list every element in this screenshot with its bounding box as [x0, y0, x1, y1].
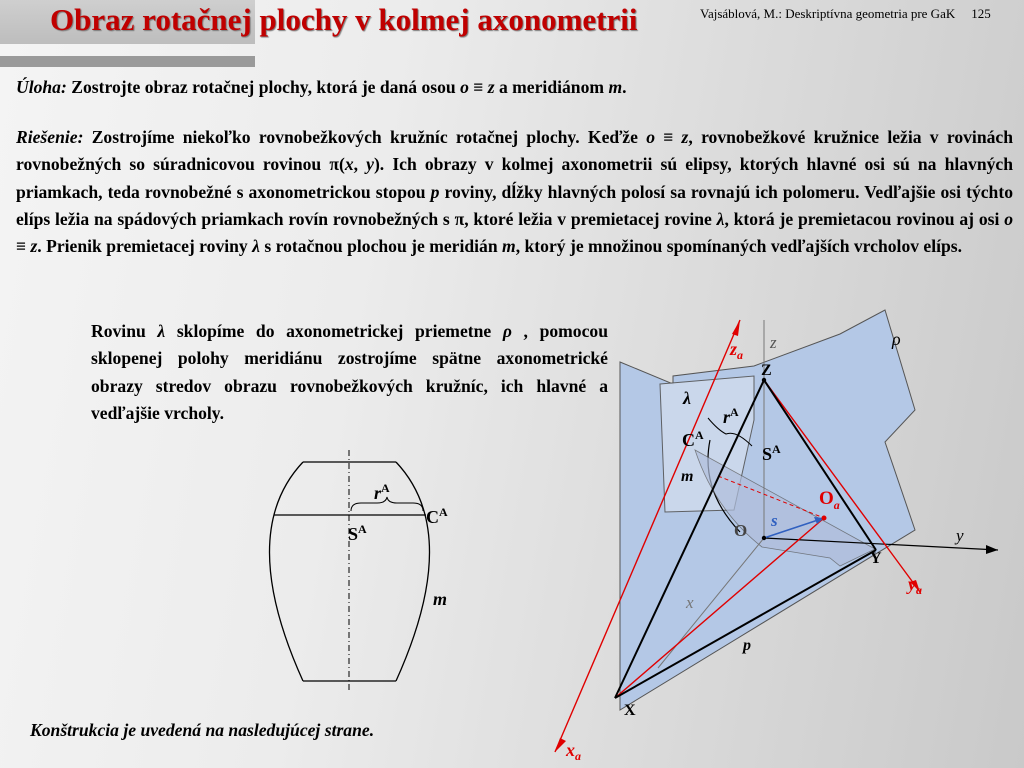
label-x: x: [686, 593, 694, 612]
meridian-figure: [250, 445, 450, 700]
solution-text: ). Ich obrazy v kolmej axonometrii sú elipsy, ktorých hlavné osi sú na hlavných priamkach, teda rovnobežné s axonometrickou stopou: [16, 154, 1014, 202]
label-s: $S^A$: [348, 522, 367, 544]
label-Oa: $O_a$: [819, 488, 840, 512]
solution-text: , rovnobežkové kružnice ležia v rovinách rovnobežných so súradnicovou rovinou: [16, 127, 1013, 175]
symbol-o: o: [1004, 208, 1013, 229]
label-m: m: [681, 468, 694, 485]
xa-arrow-icon: [555, 738, 566, 752]
symbol-equiv: ≡: [16, 236, 31, 257]
label-O: O: [734, 521, 748, 540]
paragraph-text: sklopíme do axonometrickej priemetne: [165, 321, 503, 341]
credit-text: Vajsáblová, M.: Deskriptívna geometria pre GaK: [700, 6, 956, 21]
symbol-equiv: ≡: [468, 77, 488, 97]
label-y: y: [956, 526, 964, 545]
task-text: .: [622, 77, 627, 97]
symbol-x: x: [344, 154, 354, 175]
label-r: $r^A$: [374, 481, 390, 503]
solution-paragraph: [16, 124, 1013, 260]
task-text: a meridiánom: [494, 77, 609, 97]
label-Z: Z: [761, 362, 772, 379]
label-ya: $y_a$: [908, 574, 922, 597]
rotation-paragraph: [91, 318, 608, 427]
symbol-z: z: [681, 127, 689, 147]
meridian-right-curve: [396, 462, 430, 681]
symbol-y: y: [366, 154, 374, 175]
label-za: $z_a$: [730, 339, 744, 362]
page-number: 125: [971, 6, 991, 21]
solution-text: , ktoré ležia v premietacej rovine: [464, 208, 717, 229]
symbol-pi: π: [454, 208, 465, 229]
label-s: s: [771, 511, 778, 530]
task-label: Úloha:: [16, 77, 67, 97]
solution-text: Zostrojíme niekoľko rovnobežkových kružníc rotačnej plochy. Keďže: [83, 127, 647, 147]
header-stripe: [0, 56, 255, 67]
label-r: $r^A$: [723, 405, 739, 427]
label-Y: Y: [870, 550, 882, 567]
za-arrow-icon: [732, 320, 740, 336]
symbol-o: o: [646, 127, 655, 147]
symbol-p: p: [430, 181, 440, 202]
symbol-equiv: ≡: [654, 127, 682, 147]
symbol-lambda: λ: [252, 236, 260, 257]
label-S: $S^A$: [762, 442, 781, 464]
axonometry-figure: [540, 300, 1020, 768]
symbol-z: z: [487, 77, 495, 97]
solution-text: , ktorý je množinou spomínaných vedľajších vrcholov elíps.: [515, 236, 963, 257]
y-axis-arrow-icon: [986, 545, 998, 554]
radius-brace: [351, 497, 423, 511]
paragraph-text: , pomocou sklopenej polohy meridiánu zostrojíme spätne axonometrické obrazy stredov obrazu rovnobežkových kružníc, ich hlavné a vedľajšie vrcholy.: [91, 321, 608, 423]
author-credit: [700, 6, 991, 22]
point-oa: [822, 516, 827, 521]
solution-text: ,: [353, 154, 367, 175]
label-C: $C^A$: [682, 428, 704, 450]
page-title: Obraz rotačnej plochy v kolmej axonometrii: [50, 2, 638, 37]
meridian-left-curve: [270, 462, 304, 681]
symbol-m: m: [608, 77, 623, 97]
solution-label: Riešenie:: [16, 127, 84, 147]
label-rho: ρ: [892, 329, 901, 349]
footer-note: Konštrukcia je uvedená na nasledujúcej strane.: [30, 720, 375, 740]
symbol-pi: π: [329, 154, 339, 175]
solution-text: roviny, dĺžky hlavných polosí sa rovnajú ich polomeru. Vedľajšie osi týchto elíps ležia na spádových priamkach rovín rovnobežných s: [16, 181, 1013, 229]
symbol-z: z: [30, 236, 38, 257]
label-X: X: [624, 702, 636, 719]
solution-text: , ktorá je premietacou rovinou aj osi: [724, 208, 1005, 229]
symbol-lambda: λ: [157, 321, 166, 341]
label-xa: $x_a$: [566, 740, 581, 763]
label-c: $C^A$: [426, 505, 448, 527]
label-m: m: [433, 589, 448, 609]
task-text: Zostrojte obraz rotačnej plochy, ktorá je daná osou: [66, 77, 461, 97]
label-z: z: [770, 333, 777, 352]
symbol-o: o: [460, 77, 469, 97]
label-p: p: [743, 637, 751, 654]
paragraph-text: Rovinu: [91, 321, 158, 341]
symbol-rho: ρ: [502, 321, 512, 341]
symbol-m: m: [502, 236, 516, 257]
solution-text: (: [338, 154, 345, 175]
solution-text: s rotačnou plochou je meridián: [259, 236, 503, 257]
symbol-lambda: λ: [716, 208, 725, 229]
point-o: [762, 536, 766, 540]
label-lambda: λ: [683, 388, 691, 408]
task-paragraph: [16, 74, 627, 101]
solution-text: . Prienik premietacej roviny: [37, 236, 253, 257]
